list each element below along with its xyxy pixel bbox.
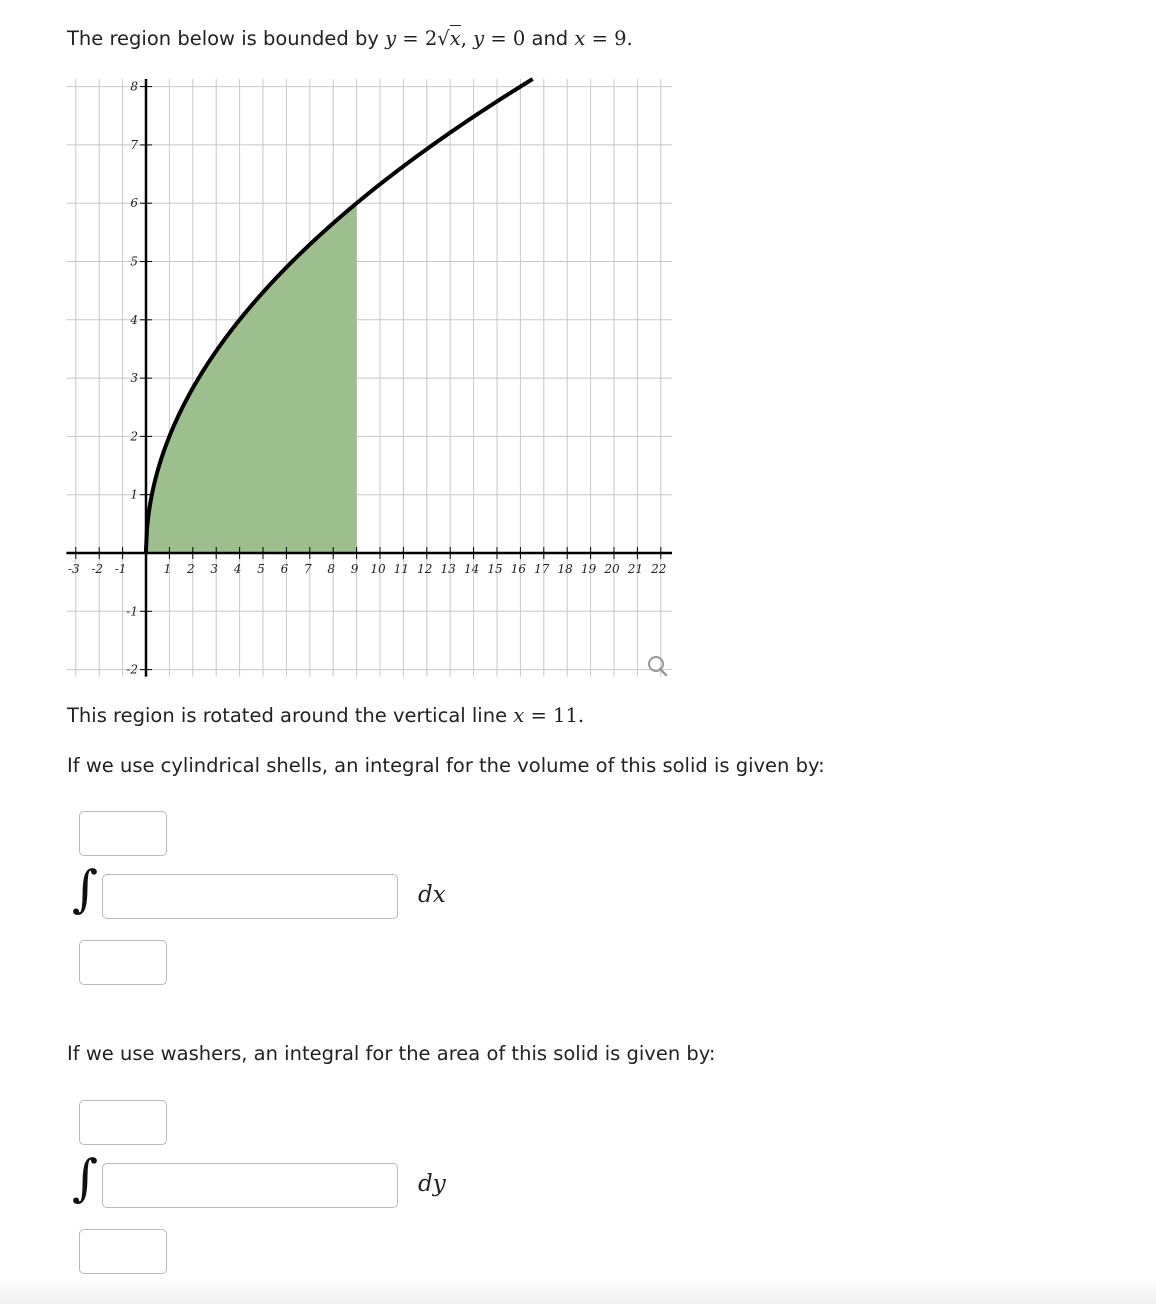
x-tick-label: 9 (350, 562, 359, 576)
y-tick-label: 1 (130, 487, 138, 502)
region-graph (60, 72, 672, 684)
x-tick-label: -1 (114, 562, 127, 576)
y-tick-label: 3 (130, 371, 138, 386)
x-tick-label: 12 (417, 562, 433, 576)
y-tick-label: -1 (126, 604, 138, 619)
x-tick-label: 19 (580, 562, 597, 576)
x-tick-label: 1 (163, 562, 172, 576)
problem-statement (67, 27, 633, 50)
x-tick-label: 6 (280, 562, 289, 576)
washers-prompt: If we use washers, an integral for the area of this solid is given by: (67, 1042, 716, 1065)
x-tick-label: 13 (440, 562, 456, 576)
math-var-x2: x (574, 27, 586, 50)
x-tick-label: 8 (327, 562, 336, 576)
x-tick-label: 14 (463, 562, 480, 576)
y-tick-label: 5 (130, 254, 138, 269)
math-comma: , (460, 27, 474, 50)
magnifier-icon[interactable] (649, 657, 666, 675)
x-tick-labels (68, 562, 666, 576)
x-tick-label: -2 (91, 562, 104, 576)
shells-integral-sign: ∫ (72, 860, 99, 918)
x-tick-label: -3 (67, 562, 80, 576)
rotation-prefix: This region is rotated around the vertical line (67, 704, 514, 727)
y-tick-label: 7 (130, 137, 138, 152)
y-tick-label: 6 (130, 196, 138, 211)
y-tick-label: 2 (130, 429, 138, 444)
grid-lines (66, 79, 672, 677)
math-var-x: x (449, 27, 461, 50)
rotation-var-x: x (513, 704, 525, 727)
y-tick-label: 8 (130, 79, 138, 94)
shells-lower-limit-input[interactable] (79, 940, 167, 985)
math-eq-9: = 9. (585, 27, 633, 50)
rotation-eq-11: = 11. (524, 704, 585, 727)
math-var-y2: y (473, 27, 485, 50)
x-tick-label: 10 (370, 562, 386, 576)
x-tick-label: 16 (510, 562, 527, 576)
x-tick-label: 21 (627, 562, 644, 576)
washers-upper-limit-input[interactable] (79, 1100, 167, 1145)
intro-prefix: The region below is bounded by (67, 27, 386, 50)
sqrt-symbol: √ (437, 27, 450, 50)
math-var-y: y (385, 27, 397, 50)
x-tick-label: 18 (557, 562, 573, 576)
x-tick-label: 17 (534, 562, 550, 576)
washers-integral-sign: ∫ (72, 1149, 99, 1207)
and-text: and (525, 27, 575, 50)
x-tick-label: 2 (186, 562, 195, 576)
x-tick-label: 4 (233, 562, 242, 576)
y-tick-label: 4 (130, 312, 138, 327)
shells-integrand-input[interactable] (102, 874, 398, 919)
washers-differential: dy (418, 1171, 446, 1197)
x-tick-label: 20 (604, 562, 620, 576)
shells-differential: dx (418, 882, 446, 908)
y-tick-label: -2 (126, 662, 138, 677)
rotation-statement (67, 704, 584, 727)
x-tick-label: 15 (487, 562, 503, 576)
math-eq-0: = 0 (484, 27, 526, 50)
washers-lower-limit-input[interactable] (79, 1229, 167, 1274)
x-tick-label: 7 (303, 562, 312, 576)
math-eq-2: = 2 (396, 27, 438, 50)
shells-upper-limit-input[interactable] (79, 811, 167, 856)
shells-prompt: If we use cylindrical shells, an integral for the volume of this solid is given by: (67, 754, 825, 777)
page-footer-fade (0, 1278, 1156, 1304)
x-tick-label: 11 (393, 562, 410, 576)
x-tick-label: 5 (257, 562, 265, 576)
washers-integrand-input[interactable] (102, 1163, 398, 1208)
x-tick-label: 22 (651, 562, 667, 576)
x-tick-label: 3 (210, 562, 219, 576)
